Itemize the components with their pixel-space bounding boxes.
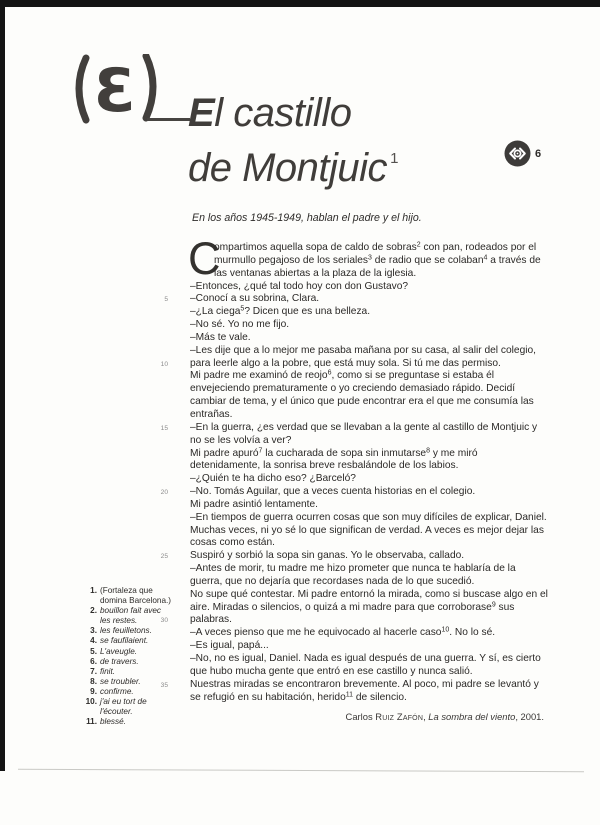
footnote-text: se faufilaient. xyxy=(100,636,149,646)
scan-border-top xyxy=(0,0,600,7)
text-line xyxy=(158,448,578,461)
text-line xyxy=(158,319,578,332)
intro-context-line: En los años 1945-1949, hablan el padre y el hijo. xyxy=(192,212,422,224)
text-line xyxy=(158,332,578,345)
text-line xyxy=(158,576,578,589)
line-text: Nuestras miradas se encontraron brevemente. Al poco, mi padre se levantó y xyxy=(190,678,539,690)
line-number: 20 xyxy=(160,489,168,497)
text-line xyxy=(158,512,578,525)
audio-track-number: 6 xyxy=(535,147,542,160)
line-text: entrañas. xyxy=(190,408,233,420)
line-number: 15 xyxy=(160,424,168,432)
line-text: Mi padre apuró$^7$ la cucharada de sopa sin inmutarse$^8$ y me miró xyxy=(190,447,478,459)
text-line xyxy=(158,640,578,653)
footnote xyxy=(84,677,172,687)
line-text: No supe qué contestar. Mi padre entornó la mirada, como si buscase algo en el xyxy=(190,588,548,600)
text-line xyxy=(158,627,578,640)
epsilon-parenthesis-logo xyxy=(70,54,162,128)
footnote-number: 4. xyxy=(90,636,97,646)
text-line xyxy=(158,537,578,550)
drop-cap: C xyxy=(188,233,221,284)
footnote-number: 3. xyxy=(90,626,97,636)
reading-passage xyxy=(158,242,578,704)
text-line xyxy=(158,435,578,448)
line-number: 5 xyxy=(164,296,168,304)
footnote xyxy=(84,606,172,626)
text-line xyxy=(158,499,578,512)
line-text: –En tiempos de guerra ocurren cosas que son muy difíciles de explicar, Daniel. xyxy=(190,511,547,523)
line-text: palabras. xyxy=(190,614,232,626)
text-line xyxy=(158,345,578,358)
footnote-text: les feuilletons. xyxy=(100,626,152,636)
footnote xyxy=(84,717,172,727)
text-line xyxy=(158,358,578,371)
text-line xyxy=(158,255,578,268)
line-text: –A veces pienso que me he equivocado al hacerle caso$^{10}$. No lo sé. xyxy=(190,626,496,639)
text-line xyxy=(158,679,578,692)
line-text: envejeciendo prematuramente o yo creciendo demasiado rápido. Decidí xyxy=(190,383,516,395)
text-line xyxy=(158,370,578,383)
text-line xyxy=(158,409,578,422)
footnote-text: (Fortaleza que domina Barcelona.) xyxy=(100,586,171,606)
footnote xyxy=(84,667,172,677)
cd-audio-icon xyxy=(504,140,531,167)
line-text: Mi padre asintió lentamente. xyxy=(190,498,318,510)
text-line xyxy=(158,460,578,473)
text-line xyxy=(158,653,578,666)
line-text: Mi padre me examinó de reojo$^6$, como si se preguntase si estaba él xyxy=(190,369,495,382)
line-text: –No sé. Yo no me fijo. xyxy=(190,319,290,331)
line-text: –No. Tomás Aguilar, que a veces cuenta historias en el colegio. xyxy=(190,486,476,498)
line-number: 35 xyxy=(160,681,168,689)
line-text: se refugió en su habitación, herido$^{11}$ de silencio. xyxy=(190,691,407,703)
line-text: no se les volvía a ver? xyxy=(190,434,292,446)
line-text: cosas como están. xyxy=(190,537,275,549)
footnote-number: 7. xyxy=(90,666,97,676)
footnote xyxy=(84,586,172,606)
text-line xyxy=(158,473,578,486)
footnote-number: 2. xyxy=(90,606,97,616)
footnote-text: L'aveugle. xyxy=(100,646,138,656)
text-line xyxy=(158,486,578,499)
footnote xyxy=(84,687,172,697)
line-text: Suspiró y sorbió la sopa sin ganas. Yo le observaba, callado. xyxy=(190,550,465,562)
text-line xyxy=(158,242,578,255)
line-text: para leerle algo a la pobre, que está muy sola. Si tú me das permiso. xyxy=(190,357,501,369)
publication-year: , 2001. xyxy=(515,711,544,722)
line-text: –¿Quién te ha dicho eso? ¿Barceló? xyxy=(190,473,356,485)
title-line-2: de Montjuic $^1$ xyxy=(188,146,398,190)
audio-track-marker xyxy=(504,140,541,167)
author-surname-smallcaps: Ruiz Zafón xyxy=(375,711,424,722)
scan-border-left xyxy=(0,0,5,771)
svg-text:Ɛ: Ɛ xyxy=(94,56,136,126)
text-line xyxy=(158,422,578,435)
book-title: La sombra del viento xyxy=(428,711,516,722)
footnote xyxy=(84,657,172,667)
line-text: que hubo mucha gente que entró en ese castillo y nunca salió. xyxy=(190,665,473,677)
footnote-text: de travers. xyxy=(100,656,139,666)
line-text: –Antes de morir, tu madre me hizo prometer que nunca te hablaría de la xyxy=(190,563,516,575)
footnote xyxy=(84,636,172,646)
line-text: murmullo pegajoso de los seriales$^3$ de radio que se colaban$^4$ a través de xyxy=(214,254,541,266)
text-line xyxy=(158,525,578,538)
footnote xyxy=(84,647,172,657)
line-number: 10 xyxy=(160,360,168,368)
footnote-text: se troubler. xyxy=(100,676,141,686)
page-edge-shadow xyxy=(18,769,584,772)
epsilon-logo-icon xyxy=(70,54,162,128)
line-text: –Más te vale. xyxy=(190,331,251,343)
text-line xyxy=(158,589,578,602)
footnote-number: 6. xyxy=(90,656,97,666)
text-line xyxy=(158,396,578,409)
line-text: –Les dije que a lo mejor me pasaba mañana por su casa, al salir del colegio, xyxy=(190,344,537,356)
footnote xyxy=(84,697,172,717)
footnote-number: 1. xyxy=(90,586,97,595)
footnote-text: blessé. xyxy=(100,717,126,727)
footnote-text: bouillon fait avec les restes. xyxy=(100,606,161,626)
text-line xyxy=(158,293,578,306)
line-text: –¿La ciega$^5$? Dicen que es una belleza. xyxy=(190,305,371,318)
title-line-1: El castillo xyxy=(188,91,352,135)
text-line xyxy=(158,602,578,615)
line-text: –No, no es igual, Daniel. Nada es igual después de una guerra. Y sí, es cierto xyxy=(190,653,541,664)
footnote-number: 11. xyxy=(86,717,97,727)
line-text: las ventanas abiertas a la plaza de la iglesia. xyxy=(214,267,417,279)
footnote-number: 9. xyxy=(90,686,97,696)
footnote-number: 5. xyxy=(90,646,97,656)
source-attribution: Carlos Ruiz Zafón, La sombra del viento, 2001. xyxy=(345,711,544,722)
text-line xyxy=(158,306,578,319)
line-number: 25 xyxy=(160,553,168,561)
line-text: –Entonces, ¿qué tal todo hoy con don Gustavo? xyxy=(190,280,409,292)
author-name: Carlos xyxy=(345,711,376,722)
line-text: ompartimos aquella sopa de caldo de sobras$^2$ con pan, rodeados por el xyxy=(214,241,537,253)
line-text: Muchas veces, ni yo sé lo que significan de verdad. A veces es mejor dejar las xyxy=(190,524,544,536)
text-line xyxy=(158,614,578,627)
line-text: –En la guerra, ¿es verdad que se llevaban a la gente al castillo de Montjuic y xyxy=(190,421,538,433)
line-text: cambiar de tema, y el único que pude encontrar era el que me consumía las xyxy=(190,396,534,408)
logo-title-connector-line xyxy=(147,118,190,121)
footnote-number: 8. xyxy=(90,676,97,686)
text-line xyxy=(158,666,578,679)
line-text: aire. Miradas o silencios, o quizá a mi madre para que corroborase$^9$ sus xyxy=(190,601,515,613)
footnote-text: confirme. xyxy=(100,686,134,696)
text-line xyxy=(158,383,578,396)
footnote xyxy=(84,626,172,636)
footnote-text: finit. xyxy=(100,666,116,676)
footnote-text: j'ai eu tort de l'écouter. xyxy=(100,697,147,717)
page-title xyxy=(188,90,398,191)
text-line xyxy=(158,563,578,576)
line-text: –Conocí a su sobrina, Clara. xyxy=(190,293,320,305)
text-line xyxy=(158,281,578,294)
text-line xyxy=(158,692,578,705)
title-footnote-ref: 1 xyxy=(390,150,398,167)
line-text: guerra, que no dejaría que recordases nada de lo que sucedió. xyxy=(190,575,475,587)
text-line xyxy=(158,268,578,281)
text-line xyxy=(158,550,578,563)
line-text: detenidamente, la sonrisa breve resbalándole de los labios. xyxy=(190,460,459,472)
line-text: –Es igual, papá... xyxy=(190,640,269,652)
footnotes-column xyxy=(84,586,172,727)
footnote-number: 10. xyxy=(85,697,97,707)
line-number: 30 xyxy=(160,617,168,625)
